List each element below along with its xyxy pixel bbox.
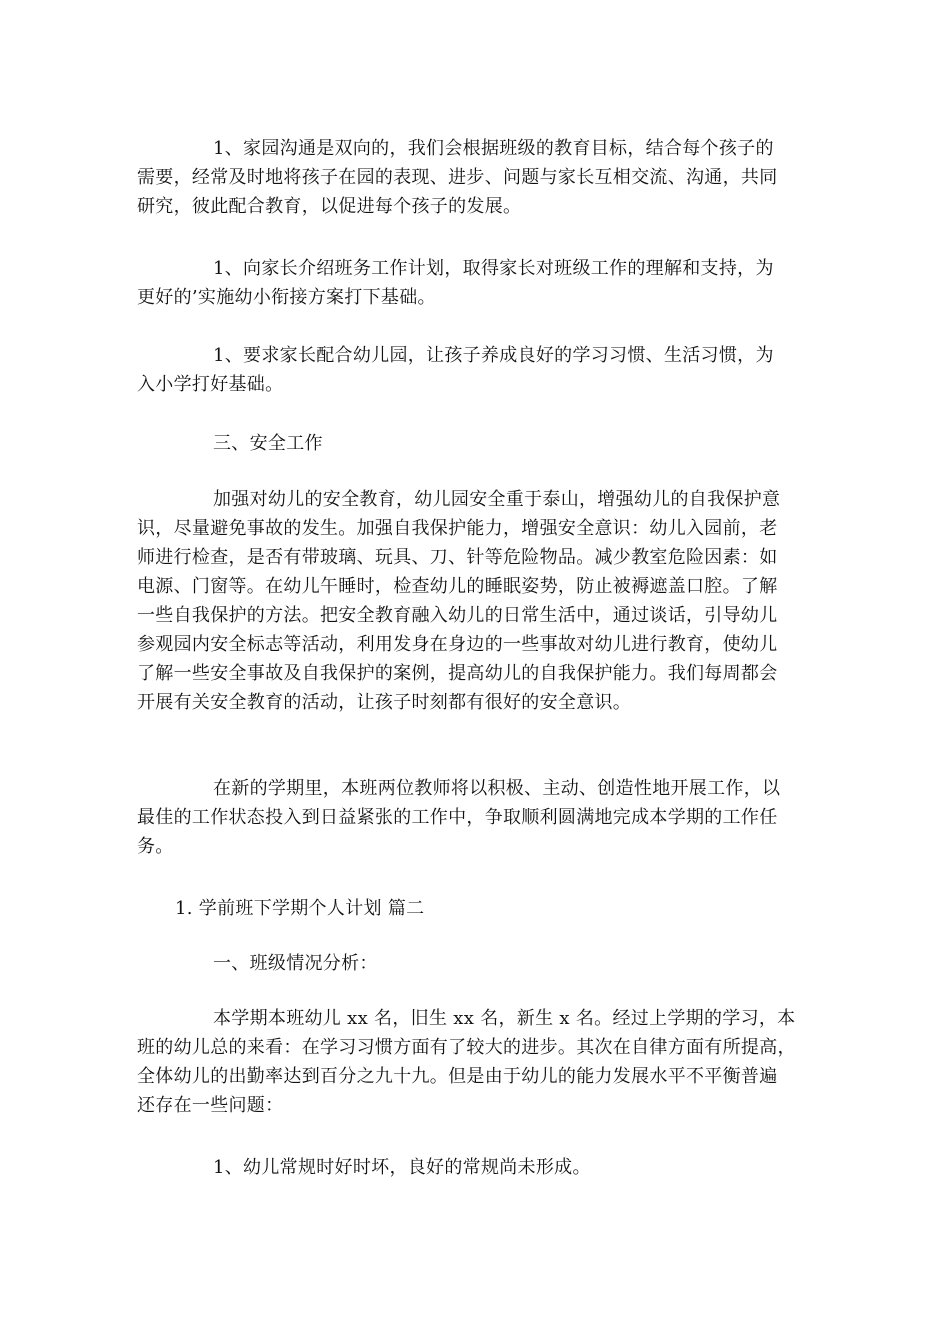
text-line: 加强对幼儿的安全教育，幼儿园安全重于泰山，增强幼儿的自我保护意 <box>213 489 781 510</box>
text-line: 在新的学期里，本班两位教师将以积极、主动、创造性地开展工作，以 <box>213 778 781 799</box>
section-heading-plan-part-two <box>137 894 809 923</box>
text-line: 三、安全工作 <box>213 433 323 454</box>
text-line: 入小学打好基础。 <box>137 374 284 395</box>
text-line: 一些自我保护的方法。把安全教育融入幼儿的日常生活中，通过谈话，引导幼儿 <box>137 605 778 626</box>
paragraph-safety-education <box>137 485 809 717</box>
section-heading-safety <box>137 429 809 458</box>
paragraph-home-communication <box>137 134 809 221</box>
text-line: 研究，彼此配合教育，以促进每个孩子的发展。 <box>137 196 522 217</box>
text-line: 需要，经常及时地将孩子在园的表现、进步、问题与家长互相交流、沟通，共同 <box>137 167 778 188</box>
text-line: 更好的’实施幼小衔接方案打下基础。 <box>137 287 436 308</box>
text-line: 1、要求家长配合幼儿园，让孩子养成良好的学习习惯、生活习惯，为 <box>213 345 774 366</box>
text-line: 参观园内安全标志等活动，利用发身在身边的一些事故对幼儿进行教育，使幼儿 <box>137 634 778 655</box>
text-line: 全体幼儿的出勤率达到百分之九十九。但是由于幼儿的能力发展水平不平衡普遍 <box>137 1066 778 1087</box>
paragraph-new-semester <box>137 774 809 861</box>
text-line: 1、幼儿常规时好时坏，良好的常规尚未形成。 <box>213 1157 591 1178</box>
text-line: 识，尽量避免事故的发生。加强自我保护能力，增强安全意识：幼儿入园前，老 <box>137 518 778 539</box>
text-line: 一、班级情况分析： <box>213 953 378 974</box>
paragraph-introduce-plan <box>137 254 809 312</box>
text-line: 了解一些安全事故及自我保护的案例，提高幼儿的自我保护能力。我们每周都会 <box>137 663 778 684</box>
section-heading-class-analysis <box>137 949 809 978</box>
text-line: 本学期本班幼儿 xx 名，旧生 xx 名，新生 x 名。经过上学期的学习，本 <box>213 1008 796 1029</box>
paragraph-class-overview <box>137 1004 809 1120</box>
text-line: 1. 学前班下学期个人计划 篇二 <box>175 898 425 919</box>
paragraph-routine-issue <box>137 1153 809 1182</box>
text-line: 电源、门窗等。在幼儿午睡时，检查幼儿的睡眠姿势，防止被褥遮盖口腔。了解 <box>137 576 778 597</box>
text-line: 师进行检查，是否有带玻璃、玩具、刀、针等危险物品。减少教室危险因素：如 <box>137 547 778 568</box>
text-line: 1、家园沟通是双向的，我们会根据班级的教育目标，结合每个孩子的 <box>213 138 774 159</box>
paragraph-parent-cooperation <box>137 341 809 399</box>
text-line: 1、向家长介绍班务工作计划，取得家长对班级工作的理解和支持，为 <box>213 258 774 279</box>
text-line: 班的幼儿总的来看：在学习习惯方面有了较大的进步。其次在自律方面有所提高， <box>137 1037 796 1058</box>
text-line: 还存在一些问题： <box>137 1095 284 1116</box>
text-line: 最佳的工作状态投入到日益紧张的工作中，争取顺利圆满地完成本学期的工作任 <box>137 807 778 828</box>
text-line: 开展有关安全教育的活动，让孩子时刻都有很好的安全意识。 <box>137 692 632 713</box>
text-line: 务。 <box>137 836 174 857</box>
